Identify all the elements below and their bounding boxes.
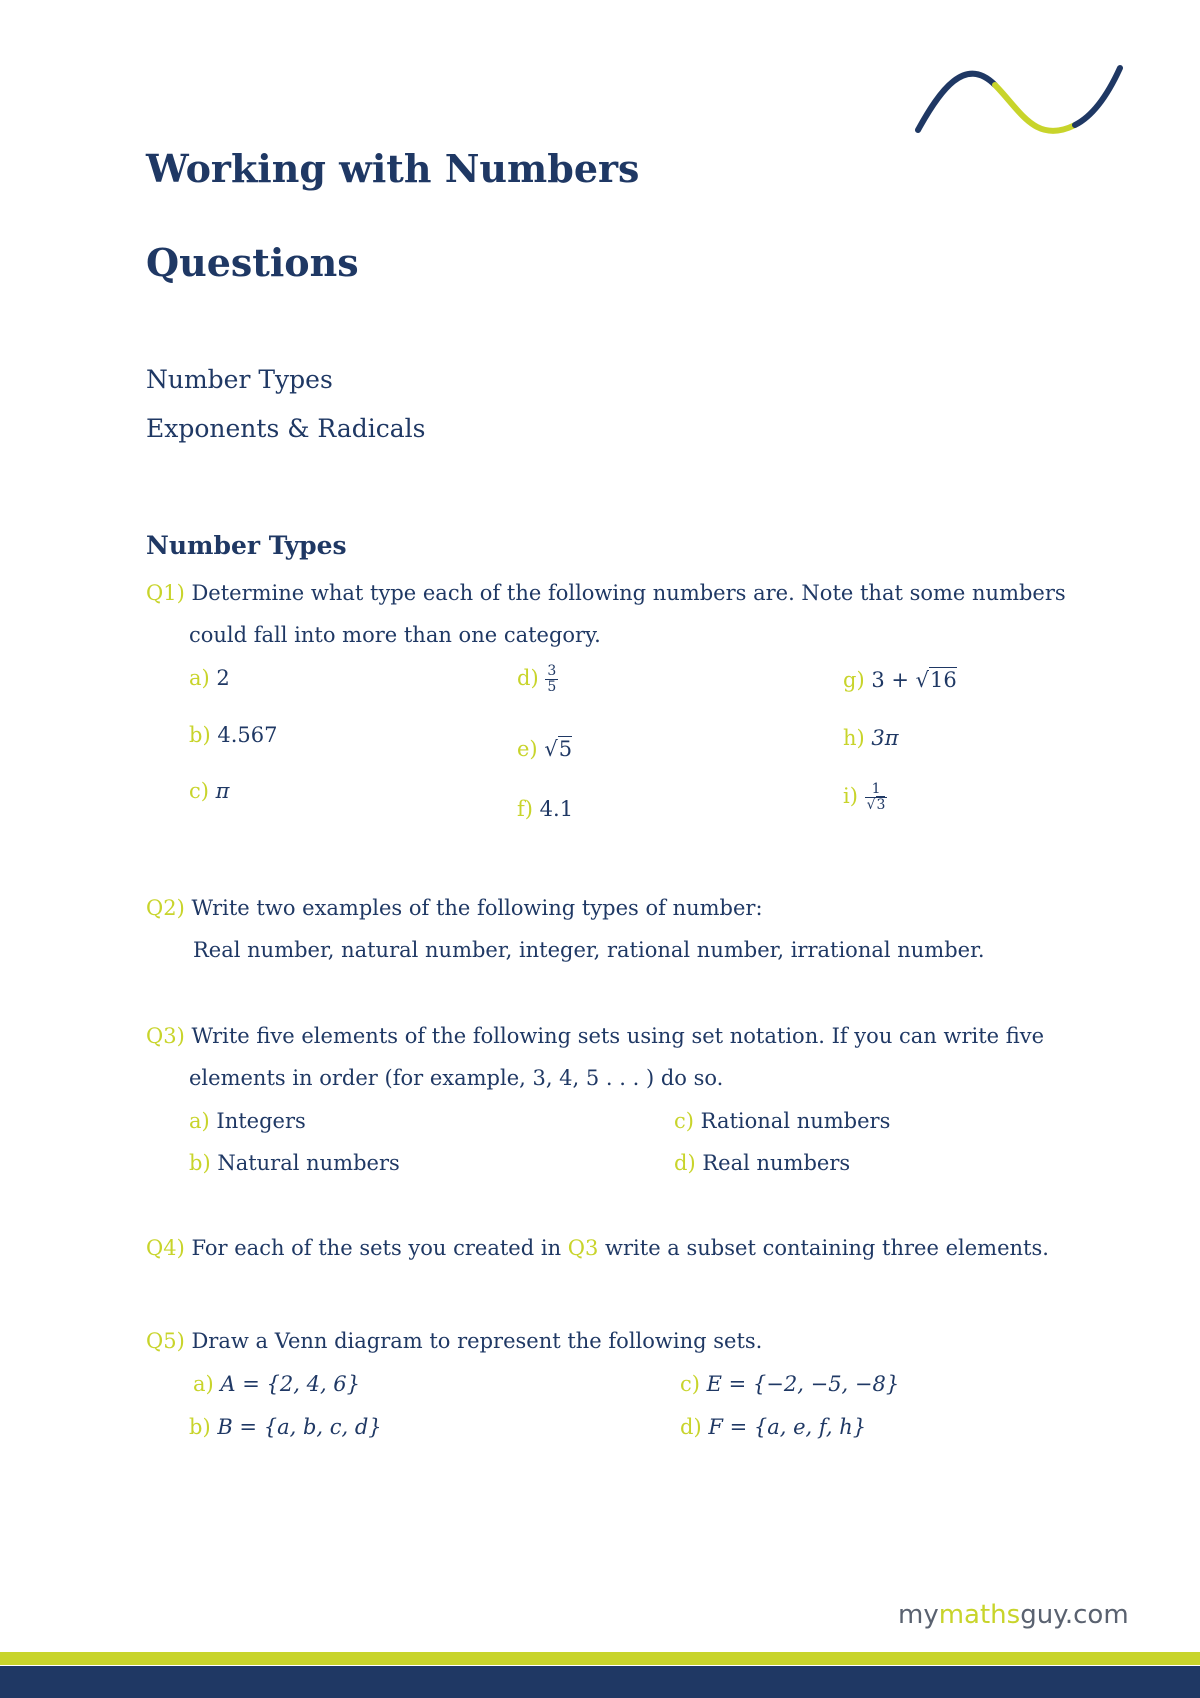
q5-label: Q5)	[146, 1329, 185, 1353]
q4-ref: Q3	[567, 1236, 599, 1260]
q5-item-c: c) E = {−2, −5, −8}	[680, 1372, 900, 1396]
q3-item-d: d) Real numbers	[674, 1151, 851, 1175]
q1-label: Q1)	[146, 581, 185, 605]
q2-text-line1: Write two examples of the following types of number:	[191, 896, 763, 920]
page-subtitle: Questions	[146, 240, 359, 285]
q5-item-d: d) F = {a, e, f, h}	[680, 1415, 867, 1439]
q2-label: Q2)	[146, 896, 185, 920]
q5-item-b: b) B = {a, b, c, d}	[189, 1415, 382, 1439]
sqrt-icon: √	[866, 797, 876, 813]
q1-item-i: i) $\frac{1}{√3}$	[843, 781, 886, 813]
q2-text-line2: Real number, natural number, integer, rational number, irrational number.	[193, 938, 985, 962]
q5-line	[146, 1329, 762, 1353]
q1-item-b: b) 4.567	[189, 723, 278, 747]
footer-bar-green	[0, 1652, 1200, 1665]
toc-item-exponents-radicals[interactable]: Exponents & Radicals	[146, 414, 426, 443]
q3-label: Q3)	[146, 1024, 185, 1048]
fraction: $\frac{1}{√3}$	[866, 781, 886, 813]
q4-line: Q4) For each of the sets you created in Q3 write a subset containing three elements.	[146, 1236, 1049, 1260]
q5-text: Draw a Venn diagram to represent the following sets.	[191, 1329, 763, 1353]
q1-text-line1: Determine what type each of the following numbers are. Note that some numbers	[191, 581, 1066, 605]
q1-text-line2: could fall into more than one category.	[189, 623, 601, 647]
toc-item-number-types[interactable]: Number Types	[146, 365, 333, 394]
q2-line1	[146, 896, 763, 920]
q1-item-c: c) π	[189, 779, 230, 803]
q3-item-a: a) Integers	[189, 1109, 306, 1133]
q1-item-g: g) 3 + √16	[843, 668, 957, 692]
q5-item-a: a) A = {2, 4, 6}	[193, 1372, 361, 1396]
q1-item-e: e) √5	[517, 737, 573, 761]
q1-item-a: a) 2	[189, 666, 230, 690]
sqrt-icon: √	[544, 737, 558, 761]
footer-bar-blue	[0, 1666, 1200, 1698]
q3-text-line1: Write five elements of the following sets using set notation. If you can write five	[191, 1024, 1045, 1048]
logo-wave-icon	[910, 60, 1130, 140]
q3-text-line2: elements in order (for example, 3, 4, 5 . . . ) do so.	[189, 1066, 724, 1090]
page-title: Working with Numbers	[146, 146, 640, 191]
q1-line1	[146, 581, 1066, 605]
q1-item-f: f) 4.1	[517, 797, 574, 821]
q4-label: Q4)	[146, 1236, 185, 1260]
q3-item-b: b) Natural numbers	[189, 1151, 400, 1175]
fraction: $\frac{3}{5}$	[547, 663, 557, 695]
section-title: Number Types	[146, 531, 347, 560]
q1-item-d: d) $\frac{3}{5}$	[517, 663, 557, 695]
q1-item-h: h) 3π	[843, 726, 899, 750]
footer-brand[interactable]: mymathsguy.com	[898, 1600, 1129, 1630]
q3-item-c: c) Rational numbers	[674, 1109, 891, 1133]
q3-line1	[146, 1024, 1044, 1048]
sqrt-icon: √	[915, 668, 930, 692]
